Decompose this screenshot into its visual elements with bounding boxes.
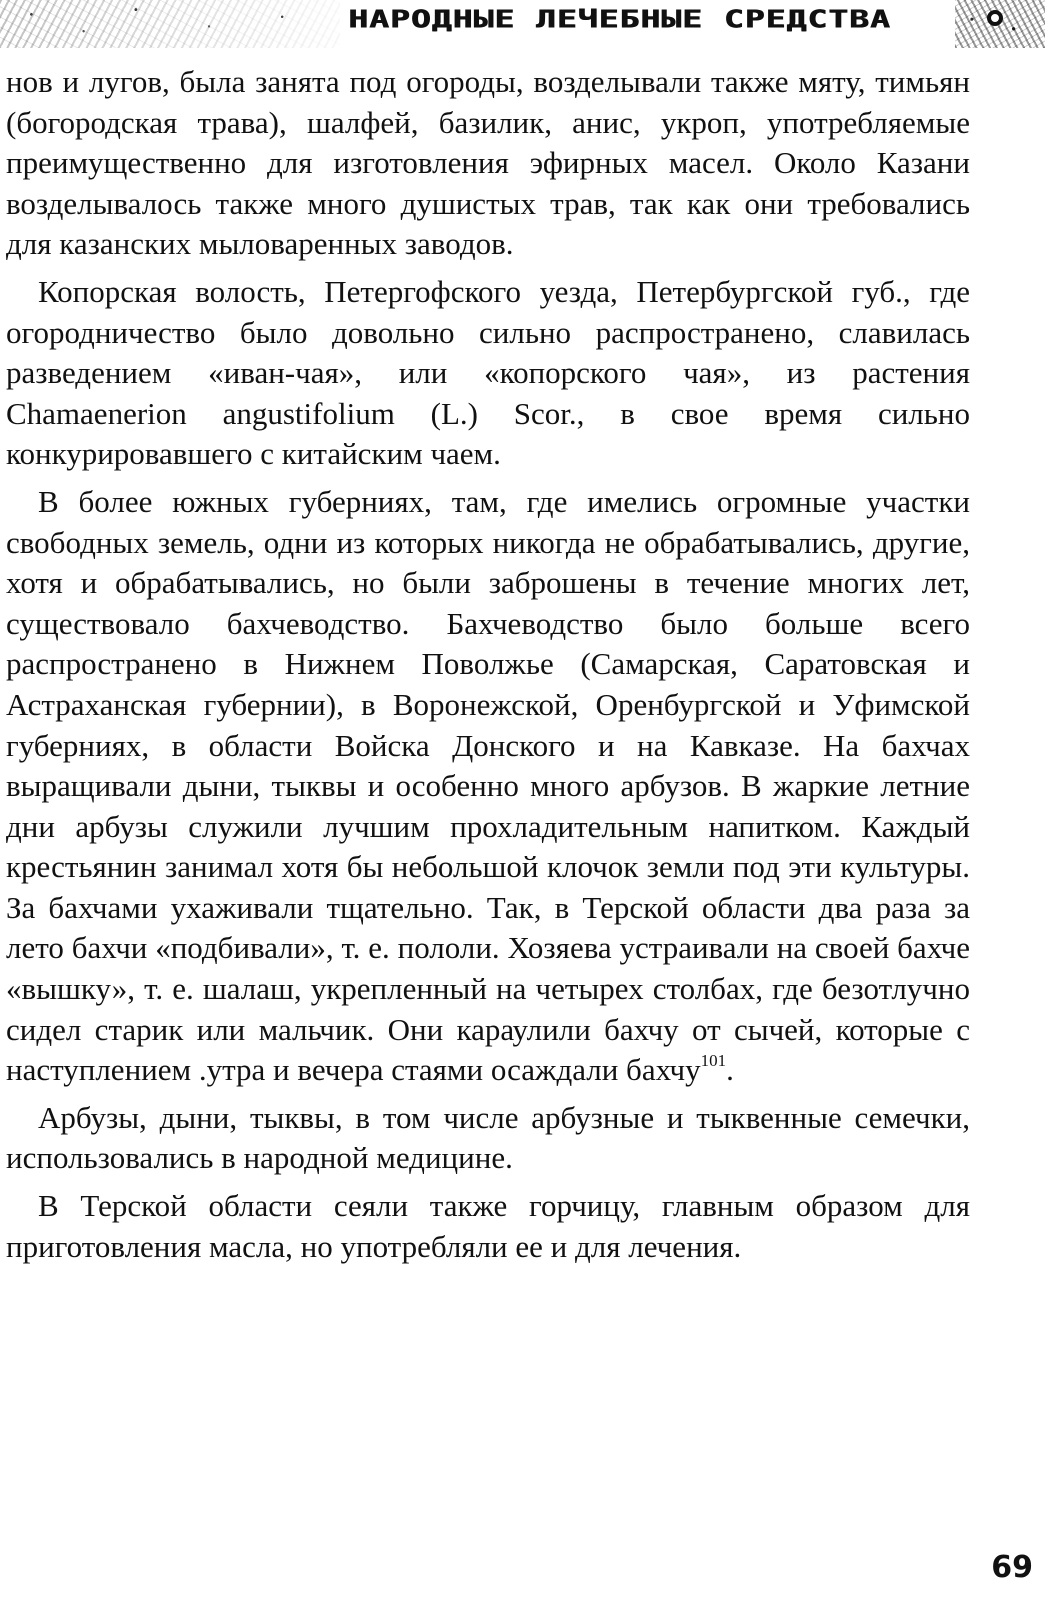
paragraph-text: Арбузы, дыни, тыквы, в том числе арбузные и тыквенные семечки, использовались в народной медицине. [6,1099,970,1176]
paragraph-text: В более южных губерниях, там, где имелись огромные участки свободных земель, одни из которых никогда не обрабатывались, другие, хотя и обрабатывались, но были заброшены в течение многих лет, существовало бахчеводство. Бахчеводство было больше всего распространено в Нижнем Поволжье (Самарская, Саратовская и Астраханская губернии), в Воронежской, Оренбургской и Уфимской губерниях, в области Войска Донского и на Кавказе. На бахчах выращивали дыни, тыквы и особенно много арбузов. В жаркие летние дни арбузы служили лучшим прохладительным напитком. Каждый крестьянин занимал хотя бы небольшой клочок земли под эти культуры. За бахчами ухаживали тщательно. Так, в Терской области два раза за лето бахчи «подбивали», т. е. пололи. Хозяева устраивали на своей бахче «вышку», т. е. шалаш, укрепленный на четырех столбах, где безотлучно сидел старик или мальчик. Они караулили бахчу от сычей, которые с наступлением .утра и вечера стаями осаждали бахчу [6,483,970,1088]
page-header [0,0,1045,48]
page-number: 69 [991,1550,1033,1585]
footnote-marker: 101 [700,1050,727,1070]
page-body [6,62,970,1274]
paragraph-mustard [6,1186,970,1267]
running-title: НАРОДНЫЕ ЛЕЧЕБНЫЕ СРЕДСТВА [348,4,891,34]
paragraph-koporye [6,272,970,475]
header-decoration-left [0,0,340,48]
paragraph-continuation [6,62,970,265]
paragraph-text: В Терской области сеяли также горчицу, главным образом для приготовления масла, но употребляли ее и для лечения. [6,1188,970,1264]
header-circle-mark [987,10,1003,26]
paragraph-melon-growing [6,482,970,1091]
paragraph-text: нов и лугов, была занята под огороды, возделывали также мяту, тимьян (богородская трава), шалфей, базилик, анис, укроп, употребляемые преимущественно для изготовления эфирных масел. Около Казани возделывалось также много душистых трав, так как они требовались для казанских мыловаренных заводов. [6,64,970,262]
paragraph-text: Копорская волость, Петергофского уезда, Петербургской губ., где огородничество было довольно сильно распространено, славилась разведением «иван-чая», или «копорского чая», из растения Chamaenerion angustifolium (L.) Scor., в свое время сильно конкурировавшего с китайским чаем. [6,273,970,472]
paragraph-end-punctuation: . [726,1052,734,1088]
paragraph-folk-medicine [6,1098,970,1179]
